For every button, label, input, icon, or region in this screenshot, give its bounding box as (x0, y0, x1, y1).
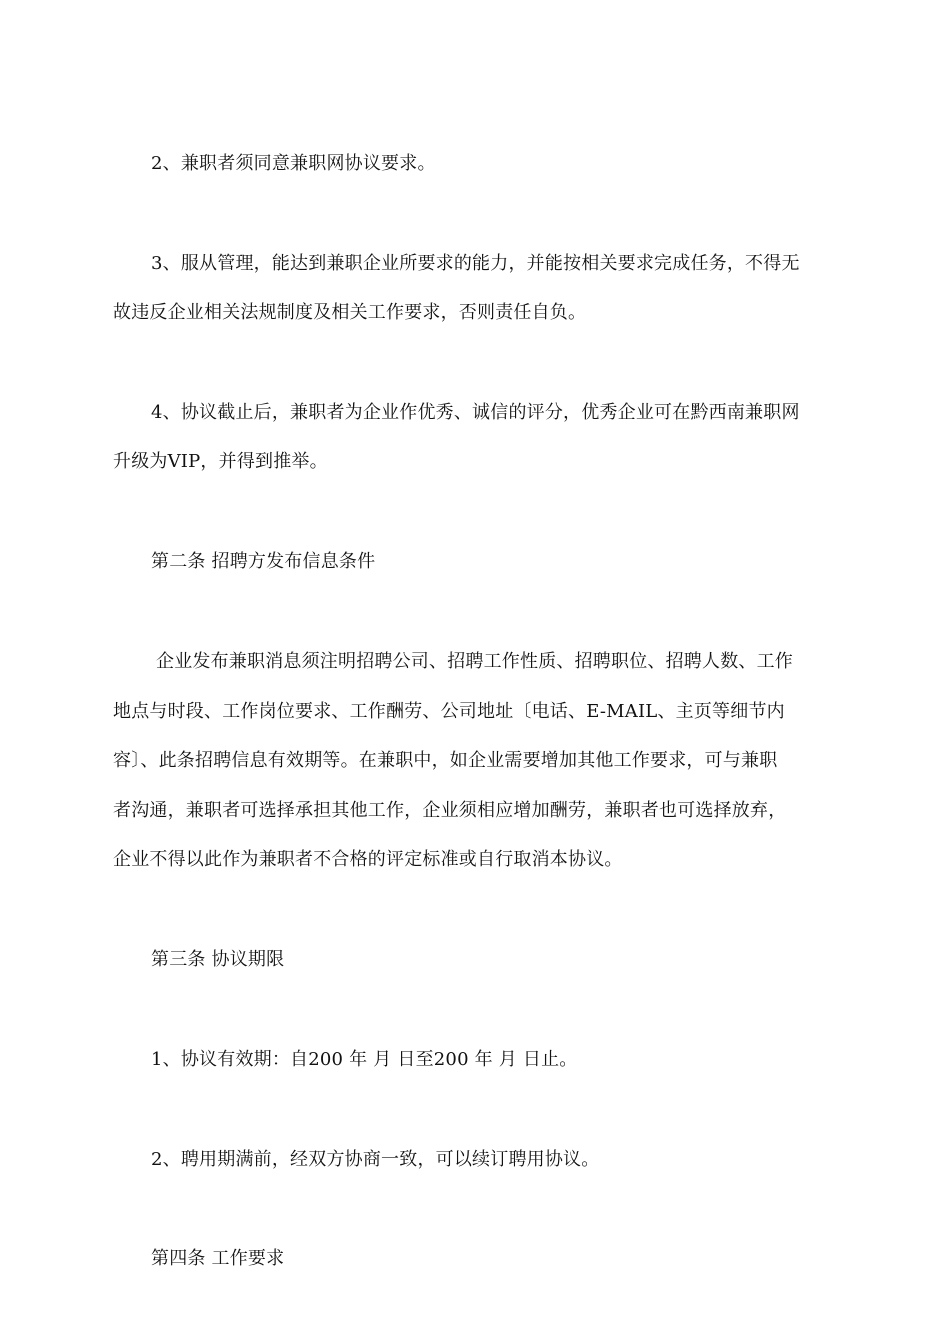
section-heading-4: 第四条 工作要求 (151, 1248, 285, 1269)
section-heading-3: 第三条 协议期限 (151, 949, 285, 970)
paragraph-line-1: 企业发布兼职消息须注明招聘公司、招聘工作性质、招聘职位、招聘人数、工作 (156, 651, 793, 672)
paragraph-line-3: 容〕、此条招聘信息有效期等。在兼职中，如企业需要增加其他工作要求，可与兼职 (113, 750, 778, 771)
clause-3-text-line-2: 故违反企业相关法规制度及相关工作要求，否则责任自负。 (113, 302, 587, 323)
clause-4-text-line-1: 4、协议截止后，兼职者为企业作优秀、诚信的评分，优秀企业可在黔西南兼职网 (151, 402, 800, 423)
term-clause-1: 1、协议有效期：自200 年 月 日至200 年 月 日止。 (151, 1049, 578, 1070)
clause-4-text-line-2: 升级为VIP，并得到推举。 (113, 451, 328, 472)
term-clause-2: 2、聘用期满前，经双方协商一致，可以续订聘用协议。 (151, 1149, 600, 1170)
paragraph-line-2: 地点与时段、工作岗位要求、工作酬劳、公司地址〔电话、E-MAIL、主页等细节内 (113, 701, 785, 722)
clause-2-text: 2、兼职者须同意兼职网协议要求。 (151, 153, 436, 174)
section-heading-2: 第二条 招聘方发布信息条件 (151, 551, 376, 572)
paragraph-line-5: 企业不得以此作为兼职者不合格的评定标准或自行取消本协议。 (113, 849, 623, 870)
paragraph-line-4: 者沟通，兼职者可选择承担其他工作，企业须相应增加酬劳，兼职者也可选择放弃， (113, 800, 787, 821)
clause-3-text-line-1: 3、服从管理，能达到兼职企业所要求的能力，并能按相关要求完成任务，不得无 (151, 253, 800, 274)
